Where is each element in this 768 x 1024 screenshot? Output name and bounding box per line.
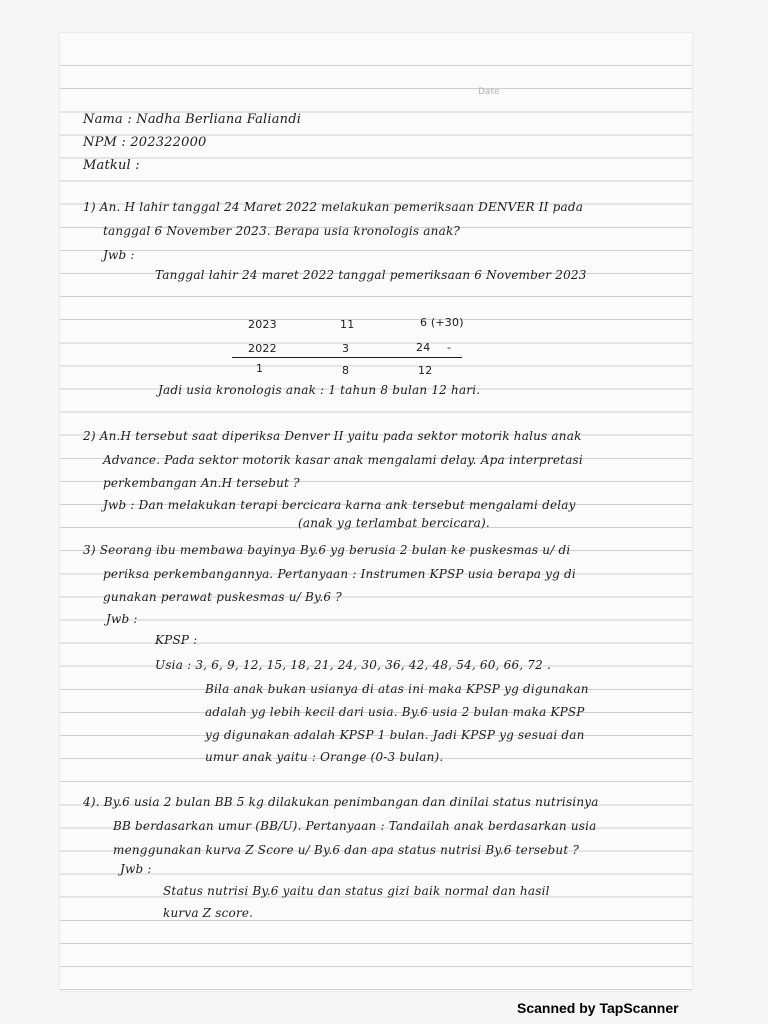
q4-question-line: menggunakan kurva Z Score u/ By.6 dan apa status nutrisi By.6 tersebut ? — [113, 843, 580, 857]
calc-day: 6 (+30) — [420, 316, 464, 329]
npm-line: NPM : 202322000 — [83, 135, 207, 150]
calc-month: 8 — [342, 364, 350, 377]
q1-question-line: 1) An. H lahir tanggal 24 Maret 2022 melakukan pemeriksaan DENVER II pada — [83, 200, 584, 214]
q2-question-line: 2) An.H tersebut saat diperiksa Denver II yaitu pada sektor motorik halus anak — [83, 429, 582, 443]
q3-question-line: gunakan perawat puskesmas u/ By.6 ? — [103, 590, 342, 604]
q2-question-line: Advance. Pada sektor motorik kasar anak mengalami delay. Apa interpretasi — [103, 453, 583, 467]
q1-answer-label: Jwb : — [103, 248, 135, 262]
q3-question-line: periksa perkembangannya. Pertanyaan : Instrumen KPSP usia berapa yg di — [103, 567, 576, 581]
calc-day: 24 — [416, 341, 431, 354]
q3-answer-line: yg digunakan adalah KPSP 1 bulan. Jadi KPSP yg sesuai dan — [205, 728, 585, 742]
scanner-watermark: Scanned by TapScanner — [517, 1000, 679, 1016]
calc-divider — [232, 357, 462, 358]
q4-answer-line: kurva Z score. — [163, 906, 254, 920]
q3-question-line: 3) Seorang ibu membawa bayinya By.6 yg berusia 2 bulan ke puskesmas u/ di — [83, 543, 571, 557]
q4-answer-label: Jwb : — [120, 862, 152, 876]
q4-question-line: BB berdasarkan umur (BB/U). Pertanyaan : Tandailah anak berdasarkan usia — [113, 819, 597, 833]
q4-question-line: 4). By.6 usia 2 bulan BB 5 kg dilakukan penimbangan dan dinilai status nutrisinya — [83, 795, 599, 809]
date-label: Date — [478, 87, 500, 97]
q2-question-line: perkembangan An.H tersebut ? — [103, 476, 300, 490]
q3-answer-line: adalah yg lebih kecil dari usia. By.6 usia 2 bulan maka KPSP — [205, 705, 585, 719]
q1-conclusion: Jadi usia kronologis anak : 1 tahun 8 bulan 12 hari. — [158, 383, 481, 397]
calc-year: 1 — [256, 362, 264, 375]
q1-question-line: tanggal 6 November 2023. Berapa usia kronologis anak? — [103, 224, 461, 238]
q1-answer-intro: Tanggal lahir 24 maret 2022 tanggal pemeriksaan 6 November 2023 — [155, 268, 587, 282]
kpsp-label: KPSP : — [155, 633, 198, 647]
q2-answer-line: Jwb : Dan melakukan terapi bercicara karna ank tersebut mengalami delay — [103, 498, 576, 512]
q4-answer-line: Status nutrisi By.6 yaitu dan status gizi baik normal dan hasil — [163, 884, 550, 898]
q3-answer-line: umur anak yaitu : Orange (0-3 bulan). — [205, 750, 444, 764]
calc-year: 2022 — [248, 342, 277, 355]
name-line: Nama : Nadha Berliana Faliandi — [83, 112, 302, 127]
calc-day: 12 — [418, 364, 433, 377]
calc-month: 11 — [340, 318, 355, 331]
calc-year: 2023 — [248, 318, 277, 331]
q2-answer-line: (anak yg terlambat bercicara). — [298, 516, 490, 530]
kpsp-usia-list: Usia : 3, 6, 9, 12, 15, 18, 21, 24, 30, 36, 42, 48, 54, 60, 66, 72 . — [155, 658, 552, 672]
calc-minus: - — [447, 341, 452, 354]
q3-answer-line: Bila anak bukan usianya di atas ini maka KPSP yg digunakan — [205, 682, 589, 696]
matkul-line: Matkul : — [83, 158, 140, 173]
q3-answer-label: Jwb : — [106, 612, 138, 626]
calc-month: 3 — [342, 342, 350, 355]
